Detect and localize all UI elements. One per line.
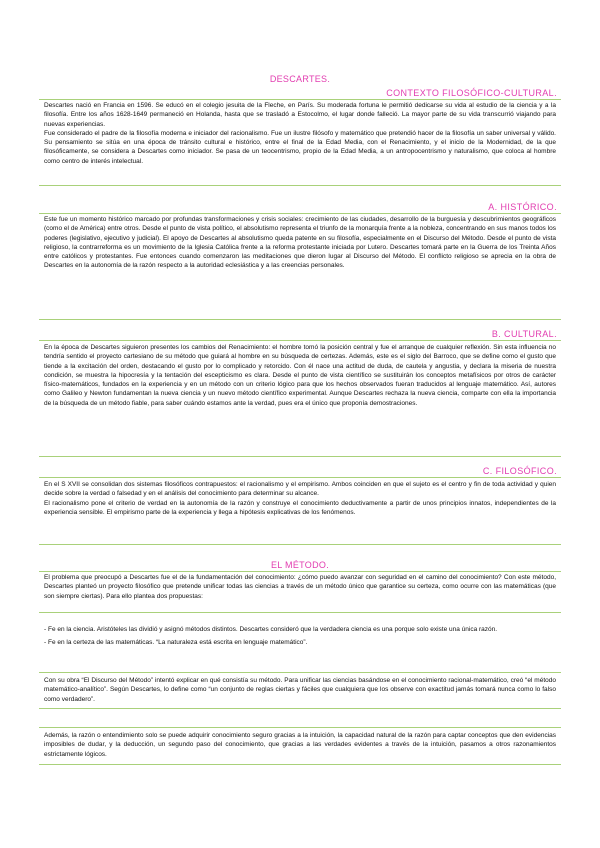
heading-cultural: B. CULTURAL. <box>491 329 557 339</box>
section-contexto <box>44 101 556 166</box>
paragraph: Con su obra “El Discurso del Método” intentó explicar en qué consistía su método. Para unificar las ciencias basándose en el conocimiento racional-matemático, creó “el método matemático-analítico”. Según Descartes, lo define como “un conjunto de reglas ciertas y fáciles que cualquiera que los observe con exactitud jamás tomará nunca como lo falso como verdadero”. <box>44 677 556 703</box>
divider <box>39 213 561 214</box>
section-metodo-intro <box>44 573 556 601</box>
paragraph: El racionalismo pone el criterio de verdad en la autonomía de la razón y construye el conocimiento deductivamente a partir de unos principios innatos, independientes de la experiencia sensible. El empirismo parte de la experiencia y llega a hipótesis explicativas de los fenómenos. <box>44 499 556 516</box>
paragraph: En la época de Descartes siguieron presentes los cambios del Renacimiento: el hombre tomó la posición central y fue el arranque de cualquier reflexión. Sin esta influencia no tendría sentido el proyecto cartesiano de su método que guiará al hombre en su búsqueda de certezas. Además, este es el siglo del Barroco, que se define como el gusto que tiende a la excitación del orden, destacando el gusto por lo complicado y retorcido. Con él nace una actitud de duda, de cautela y angustia, y declara la miseria de nuestra condición, se muestra la hipocresía y la tentación del escepticismo es clara. Desde el punto de vista científico se sustituirán los conceptos metafísicos por otros de carácter físico-matemáticos, fundados en la experiencia y en un método con un criterio lógico para que los hechos observados fueran traducidos al lenguaje matemático. Así, autores como Galileo y Newton fundamentan la nueva ciencia y un nuevo método científico experimental. Aunque Descartes rechaza la nueva ciencia, comparte con ella la importancia de la búsqueda de un método fiable, para saber cuándo estamos ante la verdad, pues era el único que proponía demostraciones. <box>44 344 556 407</box>
divider <box>39 185 561 186</box>
divider <box>39 456 561 457</box>
section-metodo-discurso <box>44 676 556 704</box>
section-metodo-list <box>44 625 556 652</box>
section-filosofico <box>44 480 556 517</box>
divider <box>39 672 561 673</box>
divider <box>39 99 561 100</box>
list-item: - Fe en la ciencia. Aristóteles las dividió y asignó métodos distintos. Descartes consideró que la verdadera ciencia es una porque solo existe una única razón. <box>44 626 498 633</box>
divider <box>39 612 561 613</box>
divider <box>39 477 561 478</box>
divider <box>39 764 561 765</box>
divider <box>39 708 561 709</box>
paragraph: El problema que preocupó a Descartes fue el de la fundamentación del conocimiento: ¿cómo puedo avanzar con seguridad en el camino del conocimiento? Con este método, Descartes planteó un proyecto filosófico que pretende unificar todas las ciencias a través de un método único que garantice su certeza, como ocurre con las matemáticas (que son siempre ciertas). Para ello plantea dos propuestas: <box>44 574 556 600</box>
section-cultural <box>44 343 556 408</box>
paragraph: Fue considerado el padre de la filosofía moderna e iniciador del racionalismo. Fue un ilustre filósofo y matemático que pretendió hacer de la filosofía un saber universal y válido. Su pensamiento se sitúa en una época de tránsito cultural e histórico, entre el final de la Edad Media, con el Renacimiento, y el inicio de la Modernidad, de la que filosóficamente, se considera a Descartes como iniciador. Se pasa de un teocentrismo, propio de la Edad Media, a un antropocentrismo y naturalismo, que coloca al hombre como centro de interés intelectual. <box>44 129 556 165</box>
heading-contexto: CONTEXTO FILOSÓFICO-CULTURAL. <box>386 88 557 98</box>
paragraph: En el S XVII se consolidan dos sistemas filosóficos contrapuestos: el racionalismo y el empirismo. Ambos coinciden en que el sujeto es el centro y fin de toda actividad y quien decide sobre la verdad o falsedad y en el análisis del conocimiento para determinar su alcance. <box>44 481 556 498</box>
heading-historico: A. HISTÓRICO. <box>488 202 557 212</box>
paragraph: Descartes nació en Francia en 1596. Se educó en el colegio jesuita de la Fleche, en París. Su moderada fortuna le permitió dedicarse su vida al estudio de la ciencia y a la filosofía. Entre los años 1628-1649 permaneció en Holanda, hasta que se trasladó a Estocolmo, el lugar donde falleció. La mayor parte de su vida transcurrió viajando para nuevas experiencias. <box>44 102 556 128</box>
list-item: - Fe en la certeza de las matemáticas. “La naturaleza está escrita en lenguaje matemático”. <box>44 639 308 647</box>
paragraph: Este fue un momento histórico marcado por profundas transformaciones y crisis sociales: crecimiento de las ciudades, desarrollo de la burguesía y descubrimientos geográficos (como el de América) entre otros. Desde el punto de vista político, el absolutismo representa el triunfo de la monarquía frente a la nobleza, concentrando en sus manos todos los poderes (legislativo, ejecutivo y judicial). El apoyo de Descartes al absolutismo queda patente en su filosofía, especialmente en el Discurso del Método. Desde el punto de vista religioso, la contrarreforma es un movimiento de la Iglesia Católica frente a la reforma protestante iniciada por Lutero. Descartes tomará parte en la Guerra de los Treinta Años entre católicos y protestantes. Fue entonces cuando comenzaron las meditaciones que dieron lugar al Discurso del Método. El conflicto religioso se aprecia en la obra de Descartes en la autonomía de la razón respecto a la autoridad eclesiástica y a las creencias personales. <box>44 216 556 270</box>
divider <box>39 340 561 341</box>
heading-filosofico: C. FILOSÓFICO. <box>482 466 557 476</box>
divider <box>39 571 561 572</box>
document-title: DESCARTES. <box>269 74 331 84</box>
divider <box>39 544 561 545</box>
divider <box>39 319 561 320</box>
section-metodo-ademas <box>44 731 556 759</box>
section-historico <box>44 215 556 271</box>
heading-metodo: EL MÉTODO. <box>270 560 329 570</box>
divider <box>39 727 561 728</box>
paragraph: Además, la razón o entendimiento solo se puede adquirir conocimiento seguro gracias a la intuición, la capacidad natural de la razón para captar conceptos que den evidencias imposibles de dudar, y la deducción, un segundo paso del conocimiento, que gracias a las verdades evidentes a través de la intuición, pasamos a otros razonamientos estrictamente lógicos. <box>44 732 556 758</box>
